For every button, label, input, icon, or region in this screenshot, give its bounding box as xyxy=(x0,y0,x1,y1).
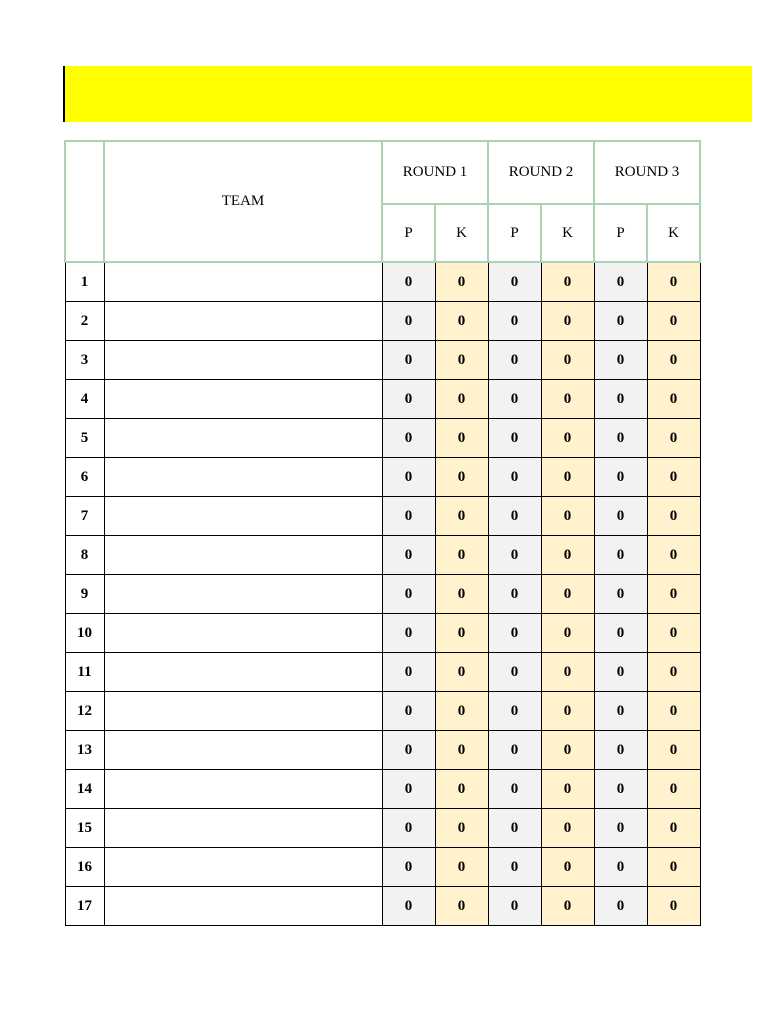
title-bar[interactable] xyxy=(63,66,752,122)
round-3-k-cell[interactable]: 0 xyxy=(647,575,700,614)
round-2-p-header[interactable]: P xyxy=(488,204,541,262)
round-1-k-cell[interactable]: 0 xyxy=(435,692,488,731)
round-2-p-cell[interactable]: 0 xyxy=(488,887,541,926)
round-2-k-cell[interactable]: 0 xyxy=(541,341,594,380)
row-number-cell[interactable]: 12 xyxy=(65,692,104,731)
round-3-p-cell[interactable]: 0 xyxy=(594,653,647,692)
round-3-k-cell[interactable]: 0 xyxy=(647,497,700,536)
round-2-k-cell[interactable]: 0 xyxy=(541,809,594,848)
round-3-k-cell[interactable]: 0 xyxy=(647,770,700,809)
round-1-k-cell[interactable]: 0 xyxy=(435,614,488,653)
round-1-k-cell[interactable]: 0 xyxy=(435,809,488,848)
round-1-k-cell[interactable]: 0 xyxy=(435,653,488,692)
table-row xyxy=(65,809,700,848)
round-2-k-cell[interactable]: 0 xyxy=(541,302,594,341)
row-number-cell[interactable]: 15 xyxy=(65,809,104,848)
round-2-p-cell[interactable]: 0 xyxy=(488,262,541,302)
round-2-p-cell[interactable]: 0 xyxy=(488,731,541,770)
row-number-cell[interactable]: 2 xyxy=(65,302,104,341)
round-1-p-cell[interactable]: 0 xyxy=(382,731,435,770)
round-1-p-cell[interactable]: 0 xyxy=(382,887,435,926)
team-name-cell[interactable] xyxy=(104,497,382,536)
round-3-p-header[interactable]: P xyxy=(594,204,647,262)
row-number-cell[interactable]: 4 xyxy=(65,380,104,419)
number-column-header[interactable] xyxy=(65,141,104,262)
row-number-cell[interactable]: 17 xyxy=(65,887,104,926)
round-1-k-cell[interactable]: 0 xyxy=(435,419,488,458)
round-1-p-cell[interactable]: 0 xyxy=(382,262,435,302)
team-name-cell[interactable] xyxy=(104,809,382,848)
round-1-k-cell[interactable]: 0 xyxy=(435,848,488,887)
round-1-p-cell[interactable]: 0 xyxy=(382,497,435,536)
table-row xyxy=(65,614,700,653)
round-3-p-cell[interactable]: 0 xyxy=(594,497,647,536)
round-2-p-cell[interactable]: 0 xyxy=(488,536,541,575)
table-row xyxy=(65,262,700,302)
team-name-cell[interactable] xyxy=(104,614,382,653)
row-number-cell[interactable]: 1 xyxy=(65,262,104,302)
round-2-p-cell[interactable]: 0 xyxy=(488,809,541,848)
round-2-k-cell[interactable]: 0 xyxy=(541,262,594,302)
round-2-p-cell[interactable]: 0 xyxy=(488,770,541,809)
row-number-cell[interactable]: 3 xyxy=(65,341,104,380)
round-3-k-cell[interactable]: 0 xyxy=(647,692,700,731)
round-1-k-cell[interactable]: 0 xyxy=(435,536,488,575)
round-1-p-cell[interactable]: 0 xyxy=(382,575,435,614)
round-3-p-cell[interactable]: 0 xyxy=(594,848,647,887)
round-2-k-cell[interactable]: 0 xyxy=(541,497,594,536)
round-2-k-cell[interactable]: 0 xyxy=(541,536,594,575)
round-2-header[interactable]: ROUND 2 xyxy=(488,141,594,204)
round-1-p-cell[interactable]: 0 xyxy=(382,419,435,458)
round-2-k-cell[interactable]: 0 xyxy=(541,653,594,692)
row-number-cell[interactable]: 13 xyxy=(65,731,104,770)
round-1-k-cell[interactable]: 0 xyxy=(435,770,488,809)
round-1-k-cell[interactable]: 0 xyxy=(435,341,488,380)
round-1-k-cell[interactable]: 0 xyxy=(435,380,488,419)
round-2-p-cell[interactable]: 0 xyxy=(488,848,541,887)
row-number-cell[interactable]: 5 xyxy=(65,419,104,458)
round-3-p-cell[interactable]: 0 xyxy=(594,731,647,770)
round-3-k-cell[interactable]: 0 xyxy=(647,341,700,380)
round-2-p-cell[interactable]: 0 xyxy=(488,614,541,653)
round-1-k-cell[interactable]: 0 xyxy=(435,731,488,770)
round-2-k-cell[interactable]: 0 xyxy=(541,575,594,614)
team-name-cell[interactable] xyxy=(104,458,382,497)
row-number-cell[interactable]: 9 xyxy=(65,575,104,614)
round-3-p-cell[interactable]: 0 xyxy=(594,262,647,302)
table-row xyxy=(65,731,700,770)
round-3-p-cell[interactable]: 0 xyxy=(594,341,647,380)
round-1-p-cell[interactable]: 0 xyxy=(382,458,435,497)
round-3-p-cell[interactable]: 0 xyxy=(594,536,647,575)
round-3-k-cell[interactable]: 0 xyxy=(647,536,700,575)
round-2-p-cell[interactable]: 0 xyxy=(488,575,541,614)
round-3-p-cell[interactable]: 0 xyxy=(594,380,647,419)
header-row-rounds xyxy=(65,141,700,204)
round-2-k-cell[interactable]: 0 xyxy=(541,380,594,419)
round-1-p-cell[interactable]: 0 xyxy=(382,809,435,848)
team-name-cell[interactable] xyxy=(104,419,382,458)
round-2-k-cell[interactable]: 0 xyxy=(541,731,594,770)
round-3-p-cell[interactable]: 0 xyxy=(594,809,647,848)
round-1-p-cell[interactable]: 0 xyxy=(382,848,435,887)
table-row xyxy=(65,536,700,575)
round-1-p-cell[interactable]: 0 xyxy=(382,770,435,809)
round-3-p-cell[interactable]: 0 xyxy=(594,887,647,926)
round-2-k-cell[interactable]: 0 xyxy=(541,614,594,653)
round-1-p-cell[interactable]: 0 xyxy=(382,380,435,419)
row-number-cell[interactable]: 10 xyxy=(65,614,104,653)
round-2-p-cell[interactable]: 0 xyxy=(488,419,541,458)
team-name-cell[interactable] xyxy=(104,887,382,926)
round-1-k-cell[interactable]: 0 xyxy=(435,262,488,302)
team-name-cell[interactable] xyxy=(104,731,382,770)
round-2-p-cell[interactable]: 0 xyxy=(488,458,541,497)
team-name-cell[interactable] xyxy=(104,848,382,887)
round-3-p-cell[interactable]: 0 xyxy=(594,692,647,731)
round-1-p-cell[interactable]: 0 xyxy=(382,653,435,692)
round-2-p-cell[interactable]: 0 xyxy=(488,341,541,380)
round-3-k-cell[interactable]: 0 xyxy=(647,614,700,653)
round-3-k-cell[interactable]: 0 xyxy=(647,887,700,926)
table-body xyxy=(65,262,700,926)
team-name-cell[interactable] xyxy=(104,536,382,575)
round-1-header[interactable]: ROUND 1 xyxy=(382,141,488,204)
round-3-k-header[interactable]: K xyxy=(647,204,700,262)
table-row xyxy=(65,419,700,458)
row-number-cell[interactable]: 16 xyxy=(65,848,104,887)
round-2-k-cell[interactable]: 0 xyxy=(541,419,594,458)
row-number-cell[interactable]: 7 xyxy=(65,497,104,536)
team-name-cell[interactable] xyxy=(104,341,382,380)
round-3-k-cell[interactable]: 0 xyxy=(647,848,700,887)
table-row xyxy=(65,497,700,536)
round-3-p-cell[interactable]: 0 xyxy=(594,614,647,653)
table-row xyxy=(65,653,700,692)
round-3-k-cell[interactable]: 0 xyxy=(647,458,700,497)
round-2-k-cell[interactable]: 0 xyxy=(541,458,594,497)
team-name-cell[interactable] xyxy=(104,692,382,731)
team-name-cell[interactable] xyxy=(104,380,382,419)
score-table xyxy=(64,140,701,926)
table-row xyxy=(65,692,700,731)
round-1-k-cell[interactable]: 0 xyxy=(435,887,488,926)
round-2-k-cell[interactable]: 0 xyxy=(541,848,594,887)
round-2-k-cell[interactable]: 0 xyxy=(541,770,594,809)
table-row xyxy=(65,848,700,887)
round-1-p-cell[interactable]: 0 xyxy=(382,302,435,341)
round-3-p-cell[interactable]: 0 xyxy=(594,770,647,809)
round-1-p-cell[interactable]: 0 xyxy=(382,341,435,380)
round-2-p-cell[interactable]: 0 xyxy=(488,653,541,692)
team-name-cell[interactable] xyxy=(104,262,382,302)
round-1-k-cell[interactable]: 0 xyxy=(435,575,488,614)
round-2-p-cell[interactable]: 0 xyxy=(488,380,541,419)
table-row xyxy=(65,575,700,614)
round-1-p-cell[interactable]: 0 xyxy=(382,536,435,575)
table-row xyxy=(65,302,700,341)
round-1-k-cell[interactable]: 0 xyxy=(435,497,488,536)
table-row xyxy=(65,887,700,926)
row-number-cell[interactable]: 6 xyxy=(65,458,104,497)
table-row xyxy=(65,770,700,809)
round-2-k-cell[interactable]: 0 xyxy=(541,692,594,731)
round-3-k-cell[interactable]: 0 xyxy=(647,380,700,419)
table-row xyxy=(65,458,700,497)
round-3-p-cell[interactable]: 0 xyxy=(594,302,647,341)
team-name-cell[interactable] xyxy=(104,302,382,341)
round-3-p-cell[interactable]: 0 xyxy=(594,419,647,458)
round-3-k-cell[interactable]: 0 xyxy=(647,419,700,458)
team-name-cell[interactable] xyxy=(104,575,382,614)
row-number-cell[interactable]: 8 xyxy=(65,536,104,575)
table-row xyxy=(65,341,700,380)
round-3-k-cell[interactable]: 0 xyxy=(647,262,700,302)
round-3-header[interactable]: ROUND 3 xyxy=(594,141,700,204)
round-3-p-cell[interactable]: 0 xyxy=(594,575,647,614)
row-number-cell[interactable]: 14 xyxy=(65,770,104,809)
row-number-cell[interactable]: 11 xyxy=(65,653,104,692)
round-3-k-cell[interactable]: 0 xyxy=(647,653,700,692)
team-name-cell[interactable] xyxy=(104,653,382,692)
round-3-k-cell[interactable]: 0 xyxy=(647,731,700,770)
round-3-k-cell[interactable]: 0 xyxy=(647,302,700,341)
table-row xyxy=(65,380,700,419)
round-1-k-header[interactable]: K xyxy=(435,204,488,262)
round-1-p-cell[interactable]: 0 xyxy=(382,614,435,653)
team-column-header[interactable]: TEAM xyxy=(104,141,382,262)
round-3-k-cell[interactable]: 0 xyxy=(647,809,700,848)
round-2-k-cell[interactable]: 0 xyxy=(541,887,594,926)
round-1-p-cell[interactable]: 0 xyxy=(382,692,435,731)
round-1-k-cell[interactable]: 0 xyxy=(435,458,488,497)
round-2-p-cell[interactable]: 0 xyxy=(488,497,541,536)
team-name-cell[interactable] xyxy=(104,770,382,809)
round-2-p-cell[interactable]: 0 xyxy=(488,302,541,341)
round-2-k-header[interactable]: K xyxy=(541,204,594,262)
round-1-k-cell[interactable]: 0 xyxy=(435,302,488,341)
round-2-p-cell[interactable]: 0 xyxy=(488,692,541,731)
round-3-p-cell[interactable]: 0 xyxy=(594,458,647,497)
round-1-p-header[interactable]: P xyxy=(382,204,435,262)
